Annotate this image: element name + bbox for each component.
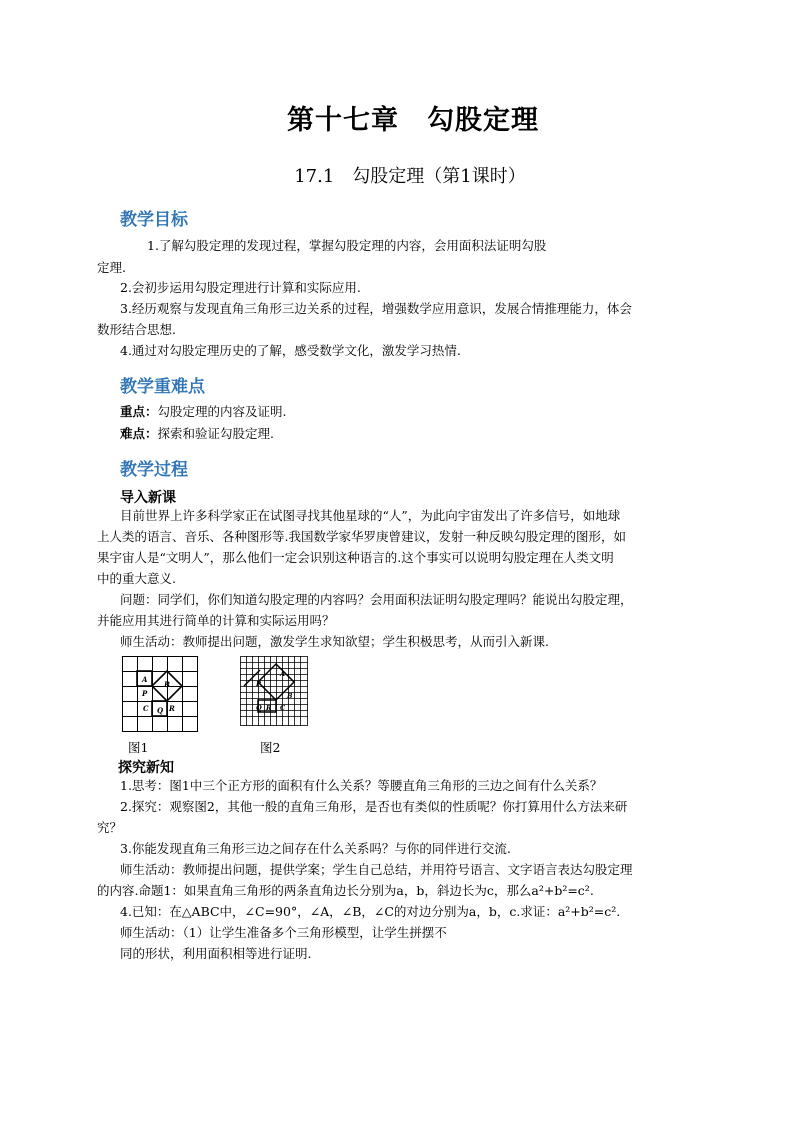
question-line: 并能应用其进行简单的计算和实际运用吗？ [97, 613, 335, 628]
figure-2-label: B [287, 692, 293, 700]
explore-line: 师生活动：教师提出问题，提供学案；学生自己总结，并用符号语言、文字语言表达勾股定理 [120, 862, 633, 877]
objective-line: 2.会初步运用勾股定理进行计算和实际应用. [120, 280, 361, 295]
explore-line: 2.探究：观察图2，其他一般的直角三角形，是否也有类似的性质呢？你打算用什么方法来研 [120, 799, 628, 814]
figure-2-label: Q [256, 704, 262, 712]
explore-line: 同的形状，利用面积相等进行证明. [120, 946, 312, 961]
figure-1-label: C [143, 704, 149, 713]
figure-2-caption: 图2 [260, 740, 281, 755]
intro-heading: 导入新课 [120, 490, 176, 506]
objective-line: 1.了解勾股定理的发现过程，掌握勾股定理的内容，会用面积法证明勾股 [147, 238, 547, 253]
explore-line: 4.已知：在△ABC中，∠C=90°，∠A，∠B，∠C的对边分别为a，b，c.求证：a²+b²=c². [120, 904, 621, 919]
figure-2-label: C [280, 704, 286, 712]
process-heading: 教学过程 [120, 460, 188, 480]
figure-1-label: B [164, 680, 170, 689]
intro-line: 目前世界上许多科学家正在试图寻找其他星球的“人”，为此向宇宙发出了许多信号，如地球 [120, 508, 621, 523]
figure-2 [240, 656, 308, 726]
explore-line: 3.你能发现直角三角形三边之间存在什么关系吗？与你的同伴进行交流. [120, 841, 511, 856]
figure-1 [122, 656, 198, 732]
section-title: 17.1 勾股定理（第1课时） [294, 166, 526, 187]
key-points-heading: 教学重难点 [120, 377, 205, 397]
objective-line: 数形结合思想. [97, 322, 176, 337]
explore-line: 的内容.命题1：如果直角三角形的两条直角边长分别为a，b，斜边长为c，那么a²+b²=c². [97, 883, 594, 898]
activity-line: 师生活动：教师提出问题，激发学生求知欲望；学生积极思考，从而引入新课. [120, 634, 549, 649]
figure-1-label: Q [157, 706, 164, 715]
objective-line: 3.经历观察与发现直角三角形三边关系的过程，增强数学应用意识，发展合情推理能力，体会 [120, 301, 632, 316]
objective-line: 4.通过对勾股定理历史的了解，感受数学文化，激发学习热情. [120, 343, 461, 358]
intro-line: 果宇宙人是“文明人”，那么他们一定会识别这种语言的.这个事实可以说明勾股定理在人类文明 [97, 550, 614, 565]
difficult-text: 探索和验证勾股定理. [157, 426, 274, 441]
objectives-heading: 教学目标 [120, 210, 188, 230]
difficult-point-line [120, 426, 274, 442]
difficult-label: 难点： [120, 426, 158, 441]
chapter-title: 第十七章 勾股定理 [287, 105, 539, 136]
figure-1-label: R [169, 704, 175, 713]
explore-line: 师生活动：（1）让学生准备多个三角形模型，让学生拼摆不 [120, 925, 447, 940]
intro-line: 上人类的语言、音乐、各种图形等.我国数学家华罗庚曾建议，发射一种反映勾股定理的图形，如 [97, 529, 626, 544]
key-label: 重点： [120, 404, 158, 419]
figure-2-label: R [266, 704, 272, 712]
key-text: 勾股定理的内容及证明. [157, 404, 287, 419]
explore-line: 1.思考：图1中三个正方形的面积有什么关系？等腰直角三角形的三边之间有什么关系？ [120, 778, 603, 793]
figure-1-label: P [142, 689, 148, 698]
objective-line: 定理. [97, 260, 126, 275]
figure-1-label: A [142, 675, 148, 684]
question-line: 问题：同学们，你们知道勾股定理的内容吗？会用面积法证明勾股定理吗？能说出勾股定理， [120, 592, 633, 607]
explore-heading: 探究新知 [118, 760, 174, 776]
figure-2-label: P [256, 680, 261, 688]
explore-line: 究？ [97, 820, 123, 835]
figure-1-caption: 图1 [128, 740, 149, 755]
figure-2-label: A [280, 670, 286, 678]
key-point-line [120, 404, 287, 420]
intro-line: 中的重大意义. [97, 571, 176, 586]
